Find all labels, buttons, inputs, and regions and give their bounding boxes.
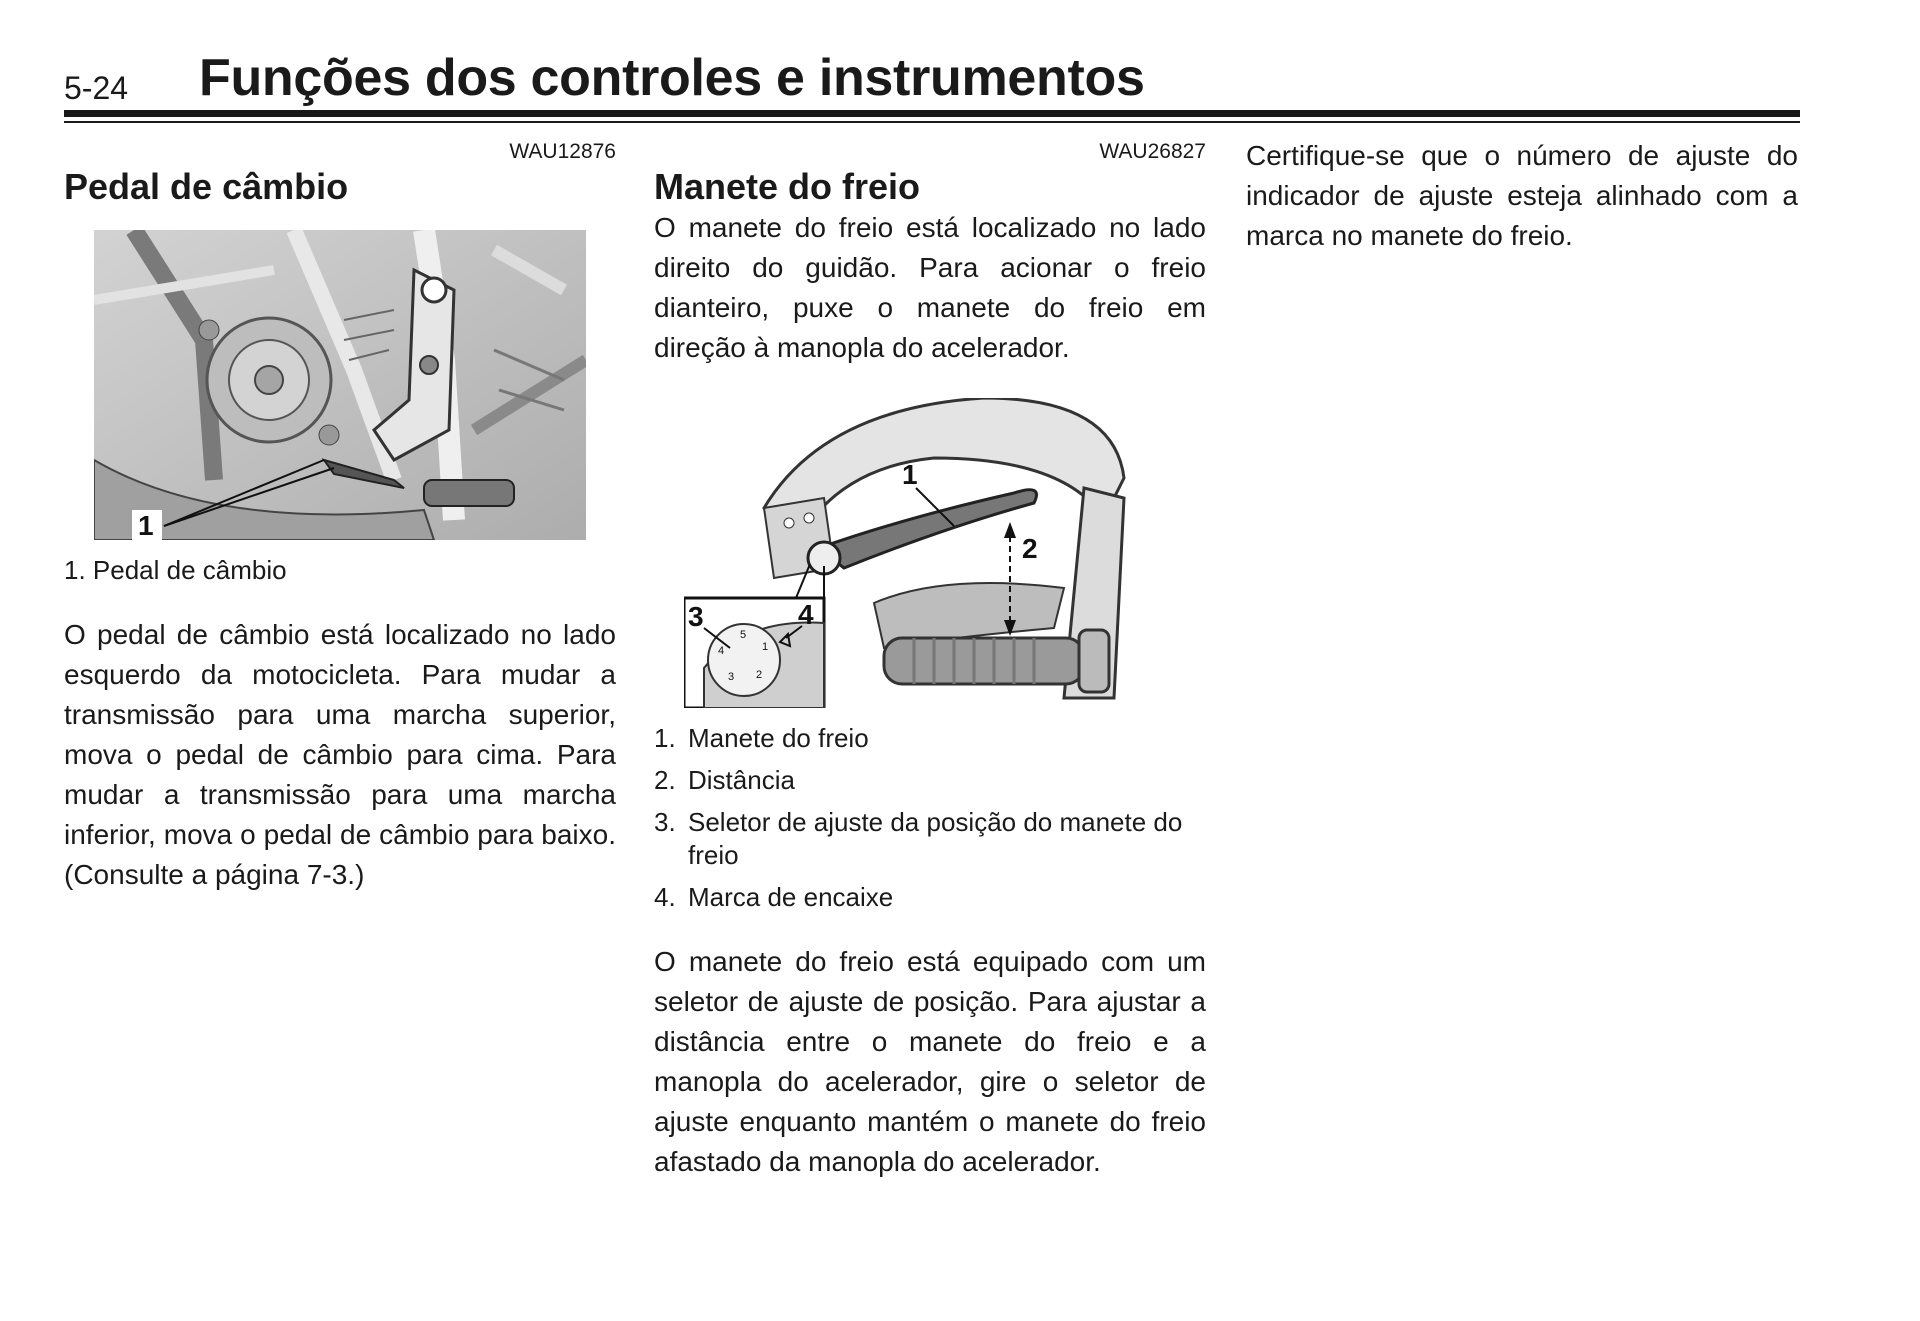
- dial-number-4: 4: [718, 645, 725, 657]
- caption-list: [64, 554, 616, 587]
- engine-illustration: [94, 230, 586, 540]
- dial-number-3: 3: [728, 671, 735, 683]
- shift-pedal-description: O pedal de câmbio está localizado no lado esquerdo da motocicleta. Para mudar a transmissão para uma marcha superior, mova o pedal de câmbio para cima. Para mudar a transmissão para uma marcha inferior, mova o pedal de câmbio para baixo. (Consulte a página 7-3.): [64, 619, 616, 890]
- dial-number-5: 5: [740, 629, 747, 641]
- callout-3: 3: [688, 601, 704, 632]
- section-title-brake-lever: Manete do freio: [654, 166, 921, 207]
- dial-number-1: 1: [762, 641, 769, 653]
- caption-item: 2. Distância: [654, 765, 795, 795]
- caption-item: 4. Marca de encaixe: [654, 882, 894, 912]
- caption-list: [654, 722, 1206, 914]
- header-rule-thin: [64, 121, 1800, 123]
- section-code: WAU26827: [1099, 140, 1206, 163]
- continuation-text: Certifique-se que o número de ajuste do indicador de ajuste esteja alinhado com a marca no manete do freio.: [1246, 140, 1798, 251]
- column-continuation: [1246, 136, 1798, 256]
- figure-brake-lever: [684, 398, 1154, 708]
- caption-item: 3. Seletor de ajuste da posição do manete do freio: [654, 807, 1183, 870]
- page-header: [64, 40, 1800, 124]
- brake-lever-intro: O manete do freio está localizado no lado direito do guidão. Para acionar o freio dianteiro, puxe o manete do freio em direção à manopla do acelerador.: [654, 212, 1206, 363]
- dial-number-2: 2: [756, 669, 763, 681]
- column-brake-lever: [654, 136, 1206, 1182]
- page-number: 5-24: [64, 70, 129, 106]
- caption-item: 1. Pedal de câmbio: [64, 555, 287, 585]
- header-rule-thick: [64, 110, 1800, 117]
- figure-shift-pedal: [94, 230, 586, 540]
- caption-item: 1. Manete do freio: [654, 723, 869, 753]
- section-code: WAU12876: [509, 140, 616, 163]
- column-shift-pedal: [64, 136, 616, 895]
- page-title: Funções dos controles e instrumentos: [199, 49, 1145, 107]
- callout-2: 2: [1022, 533, 1038, 564]
- callout-1: 1: [902, 459, 918, 490]
- brake-lever-description: O manete do freio está equipado com um seletor de ajuste de posição. Para ajustar a distância entre o manete do freio e a manopla do acelerador, gire o seletor de ajuste enquanto mantém o manete do freio afastado da manopla do acelerador.: [654, 946, 1206, 1177]
- callout-1: 1: [138, 510, 154, 540]
- callout-4: 4: [798, 599, 814, 630]
- section-title-shift-pedal: Pedal de câmbio: [64, 166, 349, 207]
- brake-lever-illustration: [684, 398, 1154, 708]
